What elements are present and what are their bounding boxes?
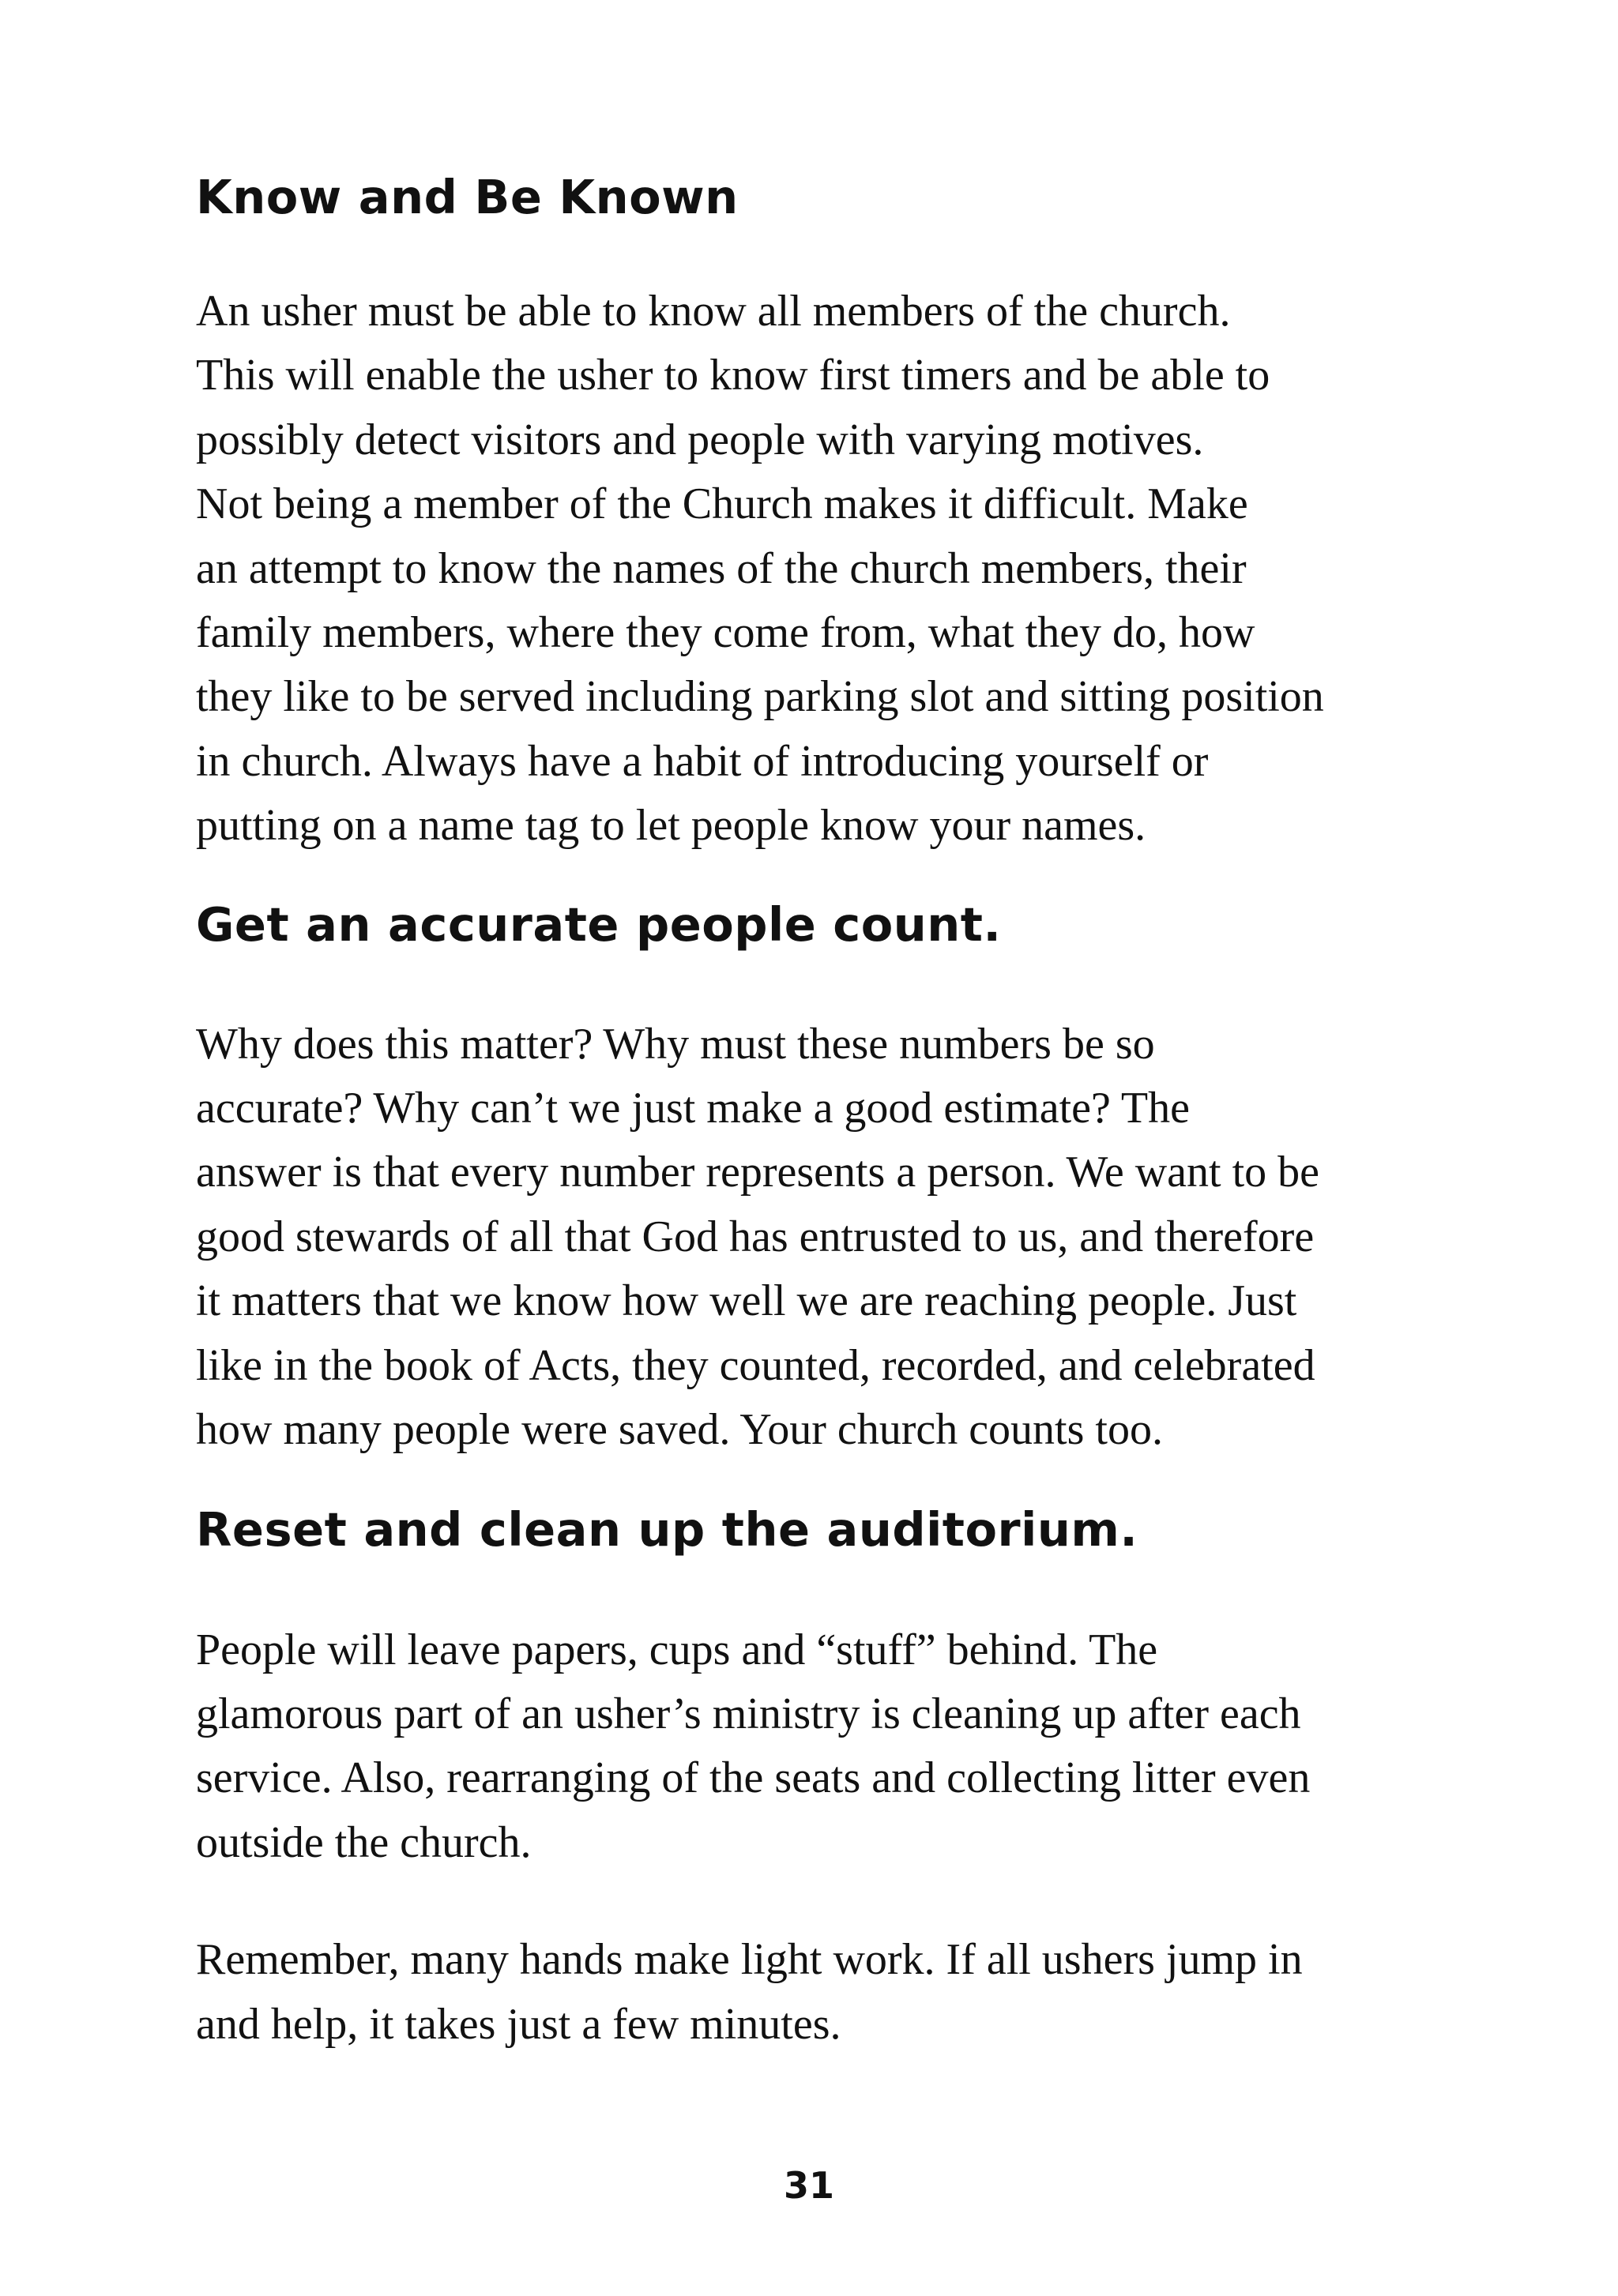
text-line: glamorous part of an usher’s ministry is cleaning up after each — [196, 1689, 1301, 1738]
text-line: Why does this matter? Why must these numbers be so — [196, 1019, 1155, 1069]
text-line: Remember, many hands make light work. If all ushers jump in — [196, 1935, 1303, 1985]
text-line: how many people were saved. Your church counts too. — [196, 1405, 1163, 1455]
text-line: like in the book of Acts, they counted, recorded, and celebrated — [196, 1340, 1315, 1390]
text-line: possibly detect visitors and people with varying motives. — [196, 415, 1204, 464]
text-line: in church. Always have a habit of introducing yourself or — [196, 736, 1209, 786]
paragraph-reset-clean-up — [196, 1618, 1476, 1876]
section-heading-people-count: Get an accurate people count. — [196, 896, 1002, 952]
text-line: outside the church. — [196, 1817, 532, 1867]
text-line: This will enable the usher to know first timers and be able to — [196, 351, 1270, 400]
text-line: good stewards of all that God has entrusted to us, and therefore — [196, 1212, 1315, 1261]
text-line: an attempt to know the names of the church members, their — [196, 543, 1247, 593]
text-line: family members, where they come from, what they do, how — [196, 608, 1255, 658]
text-line: they like to be served including parking slot and sitting position — [196, 672, 1324, 722]
page-number: 31 — [783, 2164, 834, 2207]
text-line: Not being a member of the Church makes it difficult. Make — [196, 479, 1248, 529]
text-line: answer is that every number represents a person. We want to be — [196, 1148, 1319, 1197]
text-line: service. Also, rearranging of the seats and collecting litter even — [196, 1753, 1311, 1803]
text-line: People will leave papers, cups and “stuff” behind. The — [196, 1625, 1158, 1674]
text-line: it matters that we know how well we are reaching people. Just — [196, 1276, 1297, 1326]
text-line: accurate? Why can’t we just make a good estimate? The — [196, 1084, 1190, 1133]
section-heading-reset-clean-up: Reset and clean up the auditorium. — [196, 1501, 1138, 1557]
text-line: An usher must be able to know all members of the church. — [196, 287, 1231, 336]
paragraph-many-hands — [196, 1928, 1476, 2057]
paragraph-people-count — [196, 1013, 1476, 1463]
text-line: and help, it takes just a few minutes. — [196, 1999, 841, 2049]
text-line: putting on a name tag to let people know your names. — [196, 801, 1146, 851]
paragraph-know-and-be-known — [196, 280, 1476, 859]
section-heading-know-and-be-known: Know and Be Known — [196, 170, 739, 224]
page-body — [196, 162, 1476, 2057]
